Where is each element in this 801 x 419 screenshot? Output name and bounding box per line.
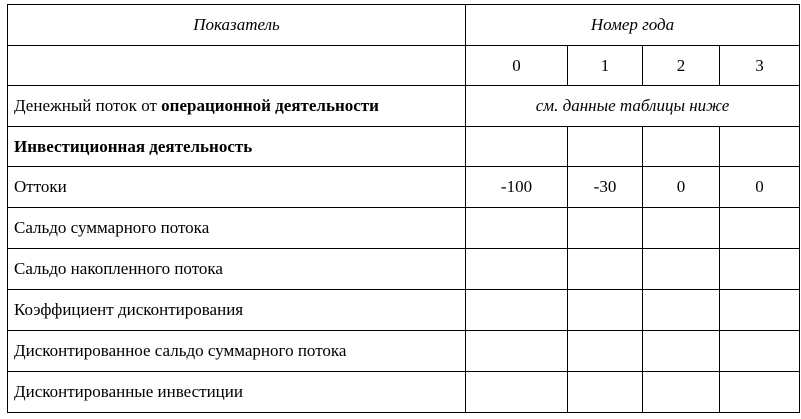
cumulative-balance-row	[8, 249, 800, 290]
outflows-label: Оттоки	[8, 167, 466, 208]
investing-row	[8, 127, 800, 167]
empty-cell	[643, 290, 720, 331]
empty-cell	[466, 290, 568, 331]
cash-flow-table	[7, 4, 800, 413]
empty-cell	[720, 127, 800, 167]
outflows-year-3: 0	[720, 167, 800, 208]
outflows-year-0: -100	[466, 167, 568, 208]
total-balance-label: Сальдо суммарного потока	[8, 208, 466, 249]
outflows-row	[8, 167, 800, 208]
empty-cell	[720, 249, 800, 290]
discount-factor-row	[8, 290, 800, 331]
empty-cell	[466, 249, 568, 290]
operating-label	[8, 86, 466, 127]
empty-cell	[466, 372, 568, 413]
total-balance-row	[8, 208, 800, 249]
discounted-total-label: Дисконтированное сальдо суммарного потока	[8, 331, 466, 372]
operating-label-bold: операционной деятельности	[161, 96, 379, 115]
discounted-investments-label: Дисконтированные инвестиции	[8, 372, 466, 413]
empty-cell	[8, 46, 466, 86]
empty-cell	[720, 290, 800, 331]
discounted-investments-row	[8, 372, 800, 413]
operating-row	[8, 86, 800, 127]
year-3-header: 3	[720, 46, 800, 86]
empty-cell	[568, 331, 643, 372]
year-index-row	[8, 46, 800, 86]
empty-cell	[568, 290, 643, 331]
empty-cell	[720, 208, 800, 249]
empty-cell	[466, 331, 568, 372]
operating-note: см. данные таблицы ниже	[466, 86, 800, 127]
empty-cell	[643, 208, 720, 249]
empty-cell	[720, 331, 800, 372]
empty-cell	[568, 372, 643, 413]
header-row	[8, 5, 800, 46]
empty-cell	[466, 127, 568, 167]
empty-cell	[643, 127, 720, 167]
empty-cell	[568, 127, 643, 167]
empty-cell	[568, 249, 643, 290]
year-0-header: 0	[466, 46, 568, 86]
year-number-header: Номер года	[466, 5, 800, 46]
empty-cell	[720, 372, 800, 413]
empty-cell	[643, 249, 720, 290]
empty-cell	[568, 208, 643, 249]
discounted-total-row	[8, 331, 800, 372]
year-1-header: 1	[568, 46, 643, 86]
empty-cell	[643, 372, 720, 413]
outflows-year-2: 0	[643, 167, 720, 208]
empty-cell	[466, 208, 568, 249]
discount-factor-label: Коэффициент дисконтирования	[8, 290, 466, 331]
cumulative-balance-label: Сальдо накопленного потока	[8, 249, 466, 290]
outflows-year-1: -30	[568, 167, 643, 208]
indicator-header: Показатель	[8, 5, 466, 46]
investing-label: Инвестиционная деятельность	[8, 127, 466, 167]
operating-label-prefix: Денежный поток от	[14, 96, 162, 115]
empty-cell	[643, 331, 720, 372]
year-2-header: 2	[643, 46, 720, 86]
